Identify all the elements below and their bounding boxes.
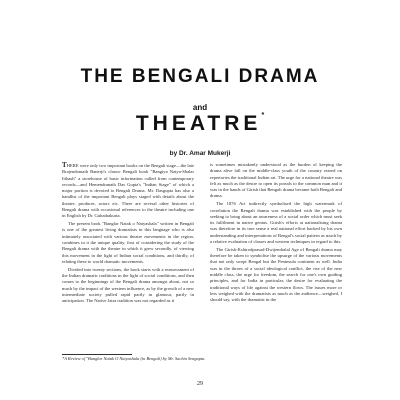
right-paragraph-1: is sometimes mistakenly understood as the burden of keeping the drama alive fall on the middle-class youth of the country reared on repertories the traditional Indian art. The urge for a national theatre was felt as much as the desire to open its portals to the common man and it was in the hands of Girish that Bengali drama became both Bengali and drama. bbox=[210, 162, 342, 199]
footnote: *A Review of "Banglar Natak O Natyashala (in Bengali) by Mr. Sachin Sengupta. bbox=[62, 356, 206, 361]
drop-cap: T bbox=[62, 161, 67, 169]
title-line-1: THE BENGALI DRAMA bbox=[80, 66, 320, 87]
left-paragraph-2: The present book "Banglar Natak o Natyashala" written in Bengali is one of the greatest living dramatists in this language who is also intimately associated with various theatre movements in the region, combines in it the unique quality, first of considering the study of the Bengali drama with the theatre in which it grew secondly, of viewing this movement in the light of Indian social conditions, and thirdly, of relating these to world dramatic movements. bbox=[62, 221, 194, 264]
title-and: and bbox=[192, 103, 208, 112]
footnote-divider bbox=[62, 354, 132, 355]
footnote-mark: * bbox=[261, 112, 265, 119]
title-line-2-text: THEATRE bbox=[135, 112, 262, 135]
byline: by Dr. Amar Mukerji bbox=[169, 150, 231, 157]
right-column bbox=[210, 162, 342, 305]
left-column bbox=[62, 162, 194, 306]
left-paragraph-3: Divided into twenty sections, the book starts with a reassessment of the Indian dramatic traditions in the light of social conditions, and then comes to the beginnings of the Bengali drama amongst about, not so much by the impact of the western influence, as by the growth of a new intermediate society pulled rapid partly in glamour, partly in anticipation. The Native Jatra tradition was not regarded as it bbox=[62, 266, 194, 304]
right-paragraph-2: The 1876 Act indirectly symbolised the high watermark of correlation the Bengali drama was established with the people by seeking to bring about an awareness of a social order which must seek its fulfilment in native genius. Girish's efforts at nationalising drama was therefore in its true sense a real national effort backed by his own understanding and interpretations of Bengal's social pattern as much by a relative evaluation of classes and western techniques in regard to this. bbox=[210, 201, 342, 245]
left-paragraph-1 bbox=[62, 162, 194, 220]
right-paragraph-3: The Girish-Kshirodprasad-Dwijendralal Age of Bengali drama may therefore be taken to symbolise the upsurge of the various movements that not only swept Bengal but the Peninsula continent as well. India was in the throes of a social ideological conflict, the rise of the new middle class, the urge for freedom, the search for one's own guiding principles, and for India in particular, the desire for evaluating the traditional ways of life against the western flows. The issues more or less weighed with the dramatists as much as the audience—weighed, I should say, with the dramatist in the bbox=[210, 246, 342, 303]
title-line-2 bbox=[0, 112, 400, 136]
page-number: 29 bbox=[197, 381, 203, 387]
left-paragraph-1-text: HERE were only two important books on the Bengali stage—the late Brajendranath Banerji's classic Bengali book "Bangiya Natya-Shalar Itihash" a storehouse of basic information culled from contemporary records—and Hemendranath Das Gupta's "Indian Stage" of which a major portion is devoted to Bengali Drama. Mr. Dasgupta has also a handlist of the important Bengali plays staged with details about the theatre, producer, actors etc. There are several other histories of Bengali drama with occasional references to the theatre including one in English by Dr. Guhathakurta. bbox=[62, 163, 194, 219]
